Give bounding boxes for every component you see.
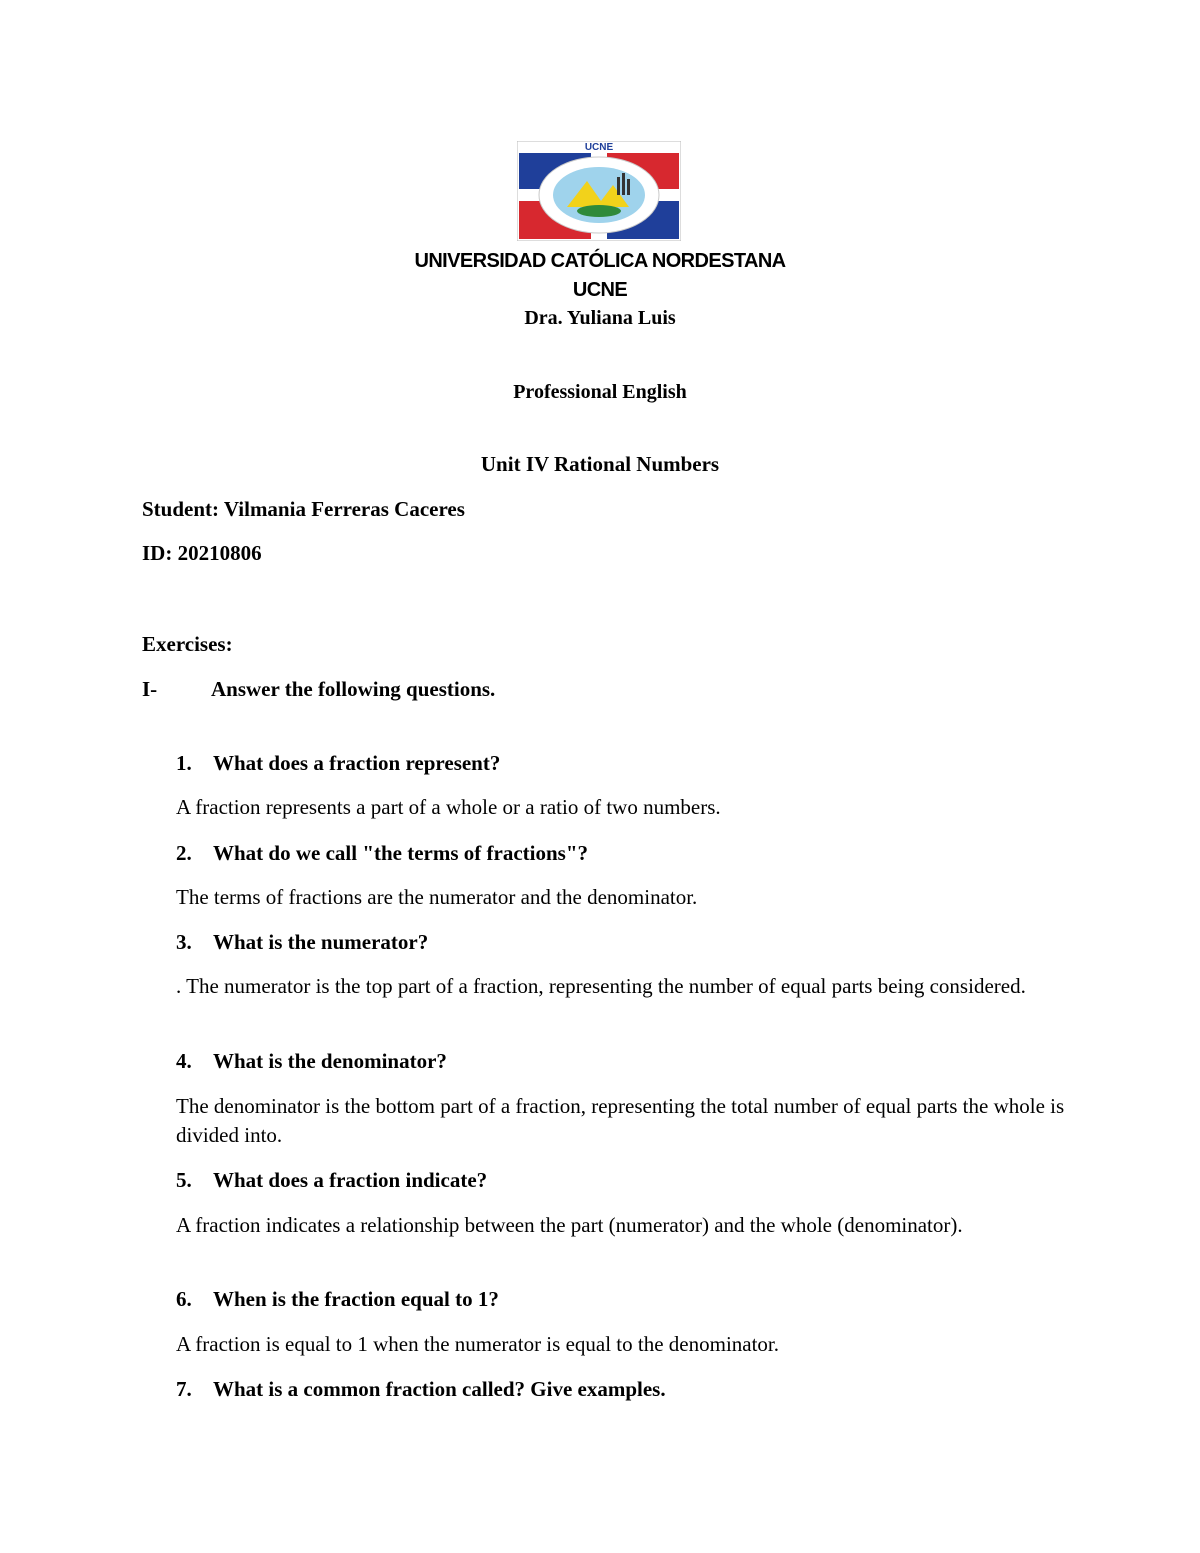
university-abbreviation: UCNE [572,279,628,301]
section-title: Answer the following questions. [211,677,496,701]
question-text: What is the numerator? [213,930,429,954]
answer-text: A fraction is equal to 1 when the numerator is equal to the denominator. [176,1332,780,1356]
question-text: What do we call "the terms of fractions"? [213,841,588,865]
exercises-heading: Exercises: [142,632,233,656]
answer-text: A fraction represents a part of a whole or a ratio of two numbers. [176,795,721,819]
question-number: 3. [176,930,192,954]
unit-title: Unit IV Rational Numbers [480,452,720,476]
question-number: 4. [176,1049,192,1073]
question-number: 2. [176,841,192,865]
question-number: 6. [176,1287,192,1311]
answer-text: . The numerator is the top part of a fraction, representing the number of equal parts being considered. [176,974,1026,998]
question-text: What does a fraction indicate? [213,1168,488,1192]
university-logo [517,141,681,241]
student-name: Student: Vilmania Ferreras Caceres [142,497,465,521]
teacher-name: Dra. Yuliana Luis [524,307,676,329]
question-text: What is a common fraction called? Give examples. [213,1377,666,1401]
question-text: What does a fraction represent? [213,751,501,775]
logo-label: UCNE [584,142,614,153]
question-text: What is the denominator? [213,1049,447,1073]
course-title: Professional English [513,381,687,403]
question-number: 1. [176,751,192,775]
answer-text: The terms of fractions are the numerator and the denominator. [176,885,698,909]
answer-text: A fraction indicates a relationship between the part (numerator) and the whole (denominator). [176,1213,963,1237]
section-number: I- [142,677,158,701]
student-id: ID: 20210806 [142,541,262,565]
question-number: 7. [176,1377,192,1401]
answer-text: The denominator is the bottom part of a fraction, representing the total number of equal parts the whole is divided into. [176,1094,1065,1147]
university-name: UNIVERSIDAD CATÓLICA NORDESTANA [414,250,786,272]
question-number: 5. [176,1168,192,1192]
question-text: When is the fraction equal to 1? [213,1287,499,1311]
